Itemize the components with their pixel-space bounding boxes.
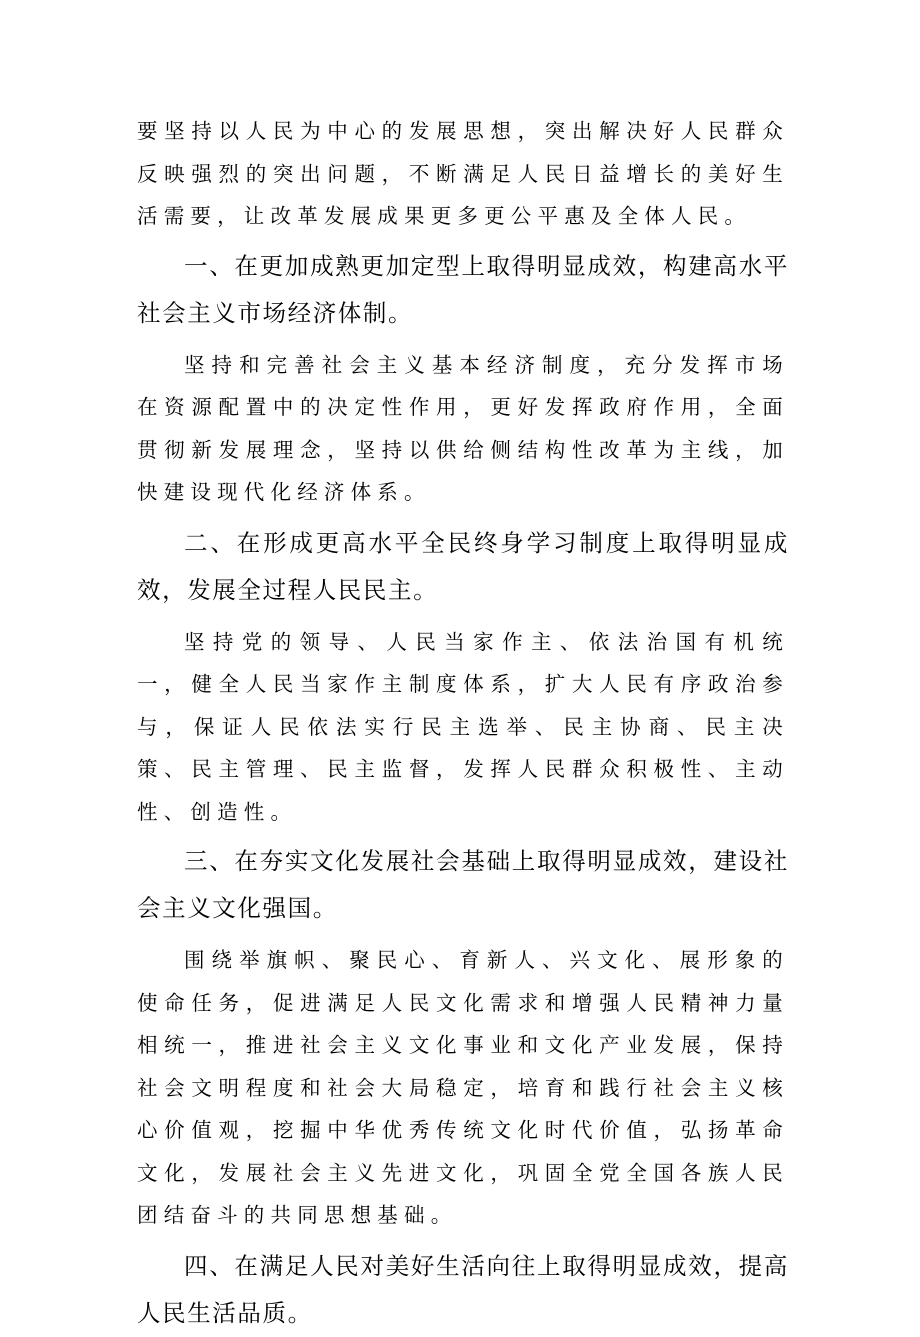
document-content <box>137 110 789 1337</box>
section-3-body: 围绕举旗帜、聚民心、育新人、兴文化、展形象的使命任务，促进满足人民文化需求和增强人民精神力量相统一，推进社会主义文化事业和文化产业发展，保持社会文明程度和社会大局稳定，培育和践行社会主义核心价值观，挖掘中华优秀传统文化时代价值，弘扬革命文化，发展社会主义先进文化，巩固全党全国各族人民团结奋斗的共同思想基础。 <box>137 948 789 1227</box>
section-2-heading: 二、在形成更高水平全民终身学习制度上取得明显成效，发展全过程人民民主。 <box>137 528 789 604</box>
section-1-heading: 一、在更加成熟更加定型上取得明显成效，构建高水平社会主义市场经济体制。 <box>137 251 789 327</box>
section-2-body: 坚持党的领导、人民当家作主、依法治国有机统一，健全人民当家作主制度体系，扩大人民有序政治参与，保证人民依法实行民主选举、民主协商、民主决策、民主管理、民主监督，发挥人民群众积极性、主动性、创造性。 <box>137 629 789 824</box>
section-4-heading: 四、在满足人民对美好生活向往上取得明显成效，提高人民生活品质。 <box>137 1251 789 1327</box>
intro-paragraph: 要坚持以人民为中心的发展思想，突出解决好人民群众反映强烈的突出问题，不断满足人民日益增长的美好生活需要，让改革发展成果更多更公平惠及全体人民。 <box>137 119 789 228</box>
section-3-heading: 三、在夯实文化发展社会基础上取得明显成效，建设社会主义文化强国。 <box>137 847 789 922</box>
section-1-body: 坚持和完善社会主义基本经济制度，充分发挥市场在资源配置中的决定性作用，更好发挥政府作用，全面贯彻新发展理念，坚持以供给侧结构性改革为主线，加快建设现代化经济体系。 <box>137 352 789 504</box>
